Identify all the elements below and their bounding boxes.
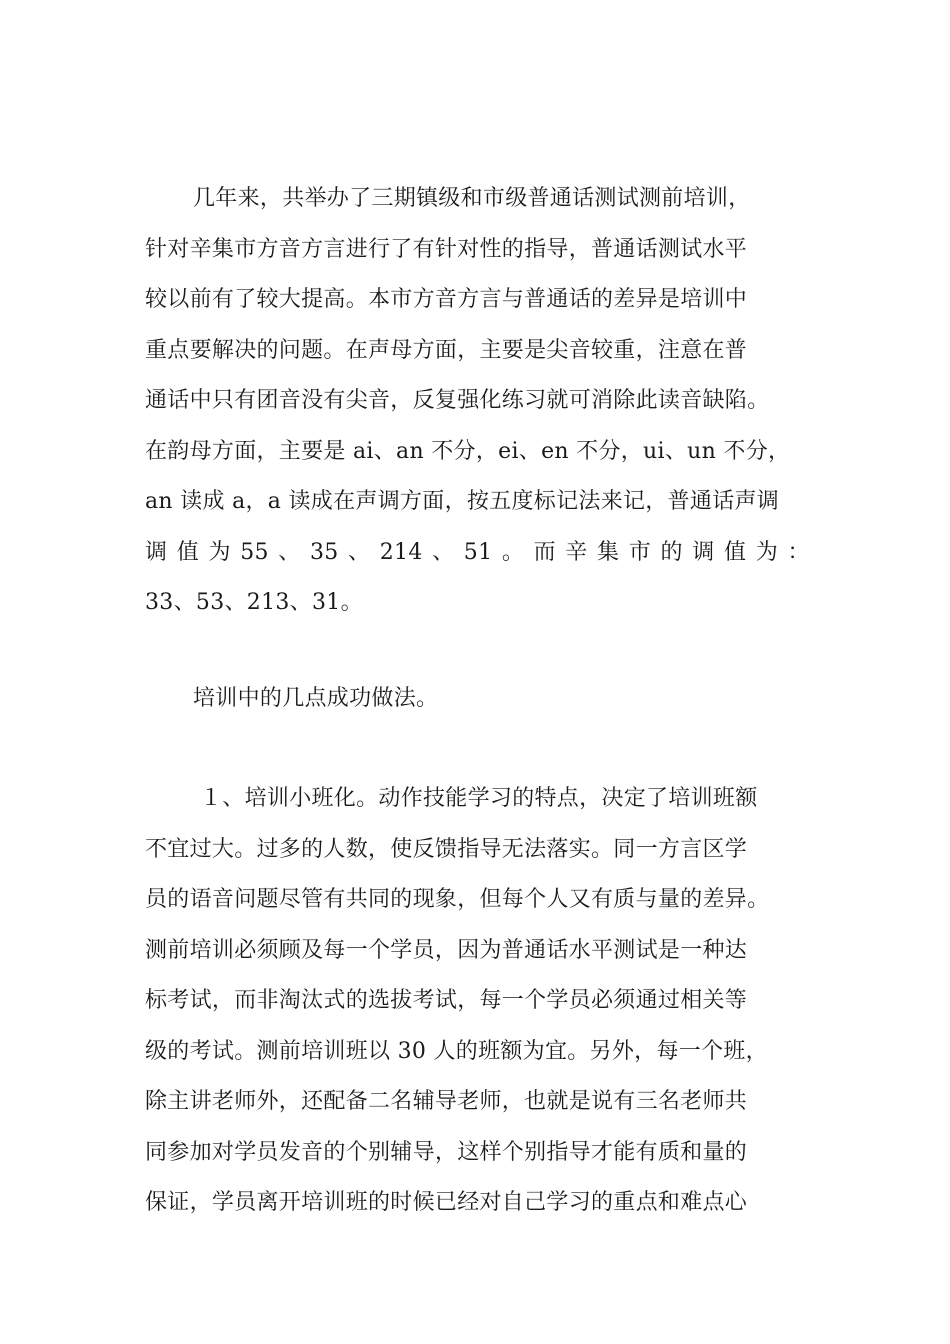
text-line: 较以前有了较大提高。本市方音方言与普通话的差异是培训中 (145, 287, 748, 312)
text-line: 通话中只有团音没有尖音，反复强化练习就可消除此读音缺陷。 (145, 388, 770, 413)
text-token: 集 (597, 539, 620, 565)
text-line: 33、53、213、31。 (145, 590, 363, 615)
text-token: ： (787, 539, 810, 565)
text-token: 调 (145, 539, 168, 565)
paragraph-section-heading (145, 674, 810, 725)
text-token: 而 (533, 539, 556, 565)
text-token: 为 (208, 539, 231, 565)
section-heading: 培训中的几点成功做法。 (193, 686, 439, 711)
text-line: an 读成 a，a 读成在声调方面，按五度标记法来记，普通话声调 (145, 489, 780, 514)
text-token: 、 (348, 539, 371, 565)
text-token: 51 (463, 539, 493, 565)
text-line: 重点要解决的问题。在声母方面，主要是尖音较重，注意在普 (145, 337, 748, 363)
text-token: 、 (432, 539, 455, 565)
text-token: 市 (628, 539, 652, 565)
text-line: １、培训小班化。动作技能学习的特点，决定了培训班额 (200, 786, 758, 811)
paragraph-small-class (145, 774, 810, 1229)
text-token: 、 (278, 539, 301, 565)
text-line: 在韵母方面，主要是 ai、an 不分，ei、en 不分，ui、un 不分， (145, 438, 791, 464)
paragraph-dialect-training (145, 174, 810, 629)
text-line: 几年来，共举办了三期镇级和市级普通话测试测前培训， (193, 186, 751, 211)
text-line: 针对辛集市方音方言进行了有针对性的指导，普通话测试水平 (145, 236, 748, 262)
text-line: 标考试，而非淘汰式的选拔考试，每一个学员必须通过相关等 (145, 988, 748, 1013)
text-line-justified (145, 528, 810, 579)
text-line: 员的语音问题尽管有共同的现象，但每个人又有质与量的差异。 (145, 887, 770, 912)
text-token: 值 (176, 539, 200, 565)
text-token: 55 (240, 539, 269, 565)
text-token: 。 (501, 539, 525, 565)
text-line: 同参加对学员发音的个别辅导，这样个别指导才能有质和量的 (145, 1139, 748, 1165)
text-token: 辛 (565, 539, 588, 565)
text-token: 为 (755, 539, 779, 565)
text-token: 214 (379, 539, 423, 565)
text-line: 除主讲老师外，还配备二名辅导老师，也就是说有三名老师共 (145, 1089, 748, 1114)
text-token: 的 (660, 539, 683, 565)
text-token: 35 (309, 539, 339, 565)
text-token: 值 (723, 539, 747, 565)
text-line: 保证，学员离开培训班的时候已经对自己学习的重点和难点心 (145, 1190, 748, 1215)
text-token: 调 (692, 539, 715, 565)
text-line: 级的考试。测前培训班以 30 人的班额为宜。另外，每一个班， (145, 1038, 768, 1064)
text-line: 测前培训必须顾及每一个学员，因为普通话水平测试是一种达 (145, 937, 748, 963)
text-line: 不宜过大。过多的人数，使反馈指导无法落实。同一方言区学 (145, 836, 748, 862)
